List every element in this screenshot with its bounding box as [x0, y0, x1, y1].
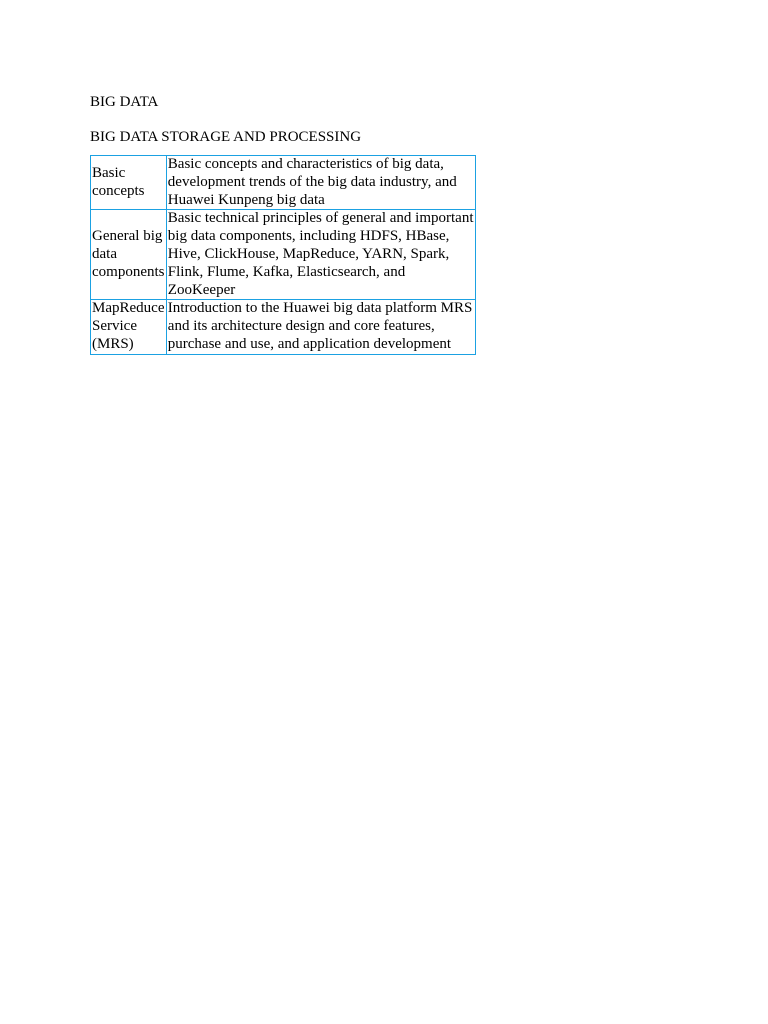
table-cell-description: Introduction to the Huawei big data platform MRS and its architecture design and core features, purchase and use, and application development	[166, 300, 475, 354]
table-row	[91, 156, 476, 210]
table-cell-topic: General big data components	[91, 210, 167, 300]
table-cell-topic: Basic concepts	[91, 156, 167, 210]
document-subtitle: BIG DATA STORAGE AND PROCESSING	[90, 129, 362, 145]
table-cell-description: Basic concepts and characteristics of big data, development trends of the big data industry, and Huawei Kunpeng big data	[166, 156, 475, 210]
document-title: BIG DATA	[90, 94, 159, 110]
table-row	[91, 210, 476, 300]
table-row	[91, 300, 476, 354]
table-cell-description: Basic technical principles of general and important big data components, including HDFS, HBase, Hive, ClickHouse, MapReduce, YARN, Spark, Flink, Flume, Kafka, Elasticsearch, and ZooKeeper	[166, 210, 475, 300]
table-cell-topic: MapReduce Service (MRS)	[91, 300, 167, 354]
document-page	[90, 92, 690, 355]
course-content-table	[90, 155, 476, 355]
